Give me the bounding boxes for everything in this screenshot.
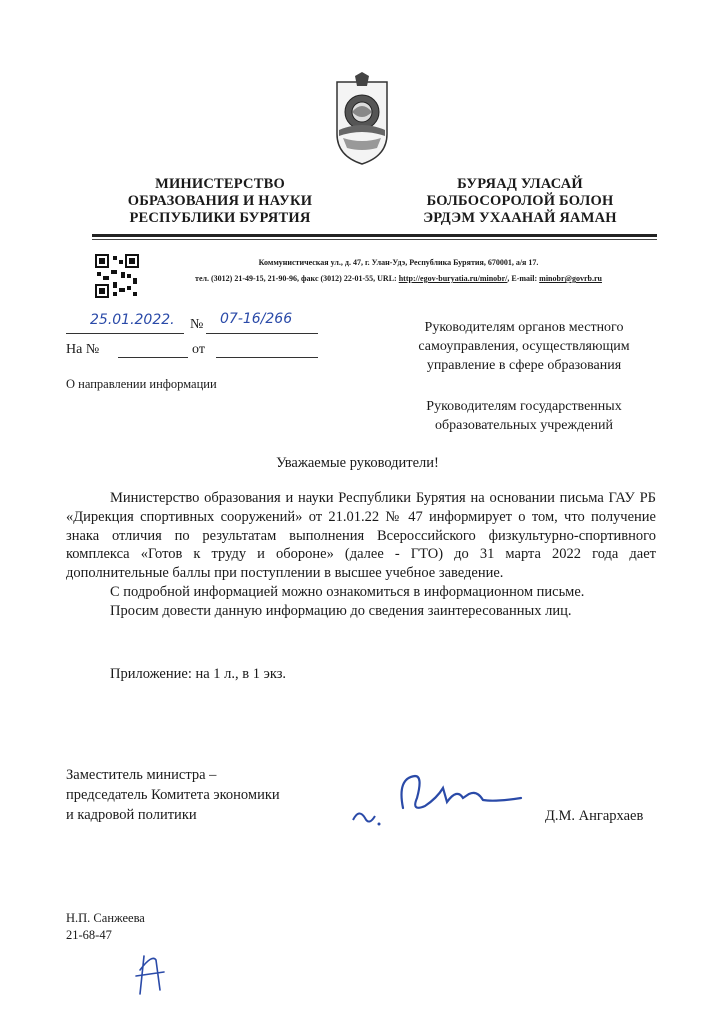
greeting: Уважаемые руководители! — [276, 455, 439, 471]
signatory-title-line: председатель Комитета экономики — [66, 787, 280, 803]
reply-to-number-label: На № — [66, 342, 100, 357]
date-underline — [66, 333, 184, 334]
outgoing-number: 07-16/266 — [220, 311, 293, 327]
addressee-line: Руководителям органов местного — [424, 320, 624, 335]
addressee-block — [383, 318, 665, 375]
reply-to-date-label: от — [192, 342, 205, 357]
contacts-line — [146, 273, 651, 285]
ministry-ru-line: МИНИСТЕРСТВО — [155, 176, 285, 192]
ministry-ru-line: ОБРАЗОВАНИЯ И НАУКИ — [127, 193, 313, 209]
addressee-line: управление в сфере образования — [426, 358, 622, 373]
letter-subject: О направлении информации — [66, 377, 217, 391]
coat-of-arms-emblem — [333, 72, 391, 168]
reply-date-underline — [216, 357, 318, 358]
attachment-note: Приложение: на 1 л., в 1 экз. — [110, 666, 287, 682]
address-line: Коммунистическая ул., д. 47, г. Улан-Удэ, Республика Бурятия, 670001, а/я 17. — [258, 258, 539, 267]
handwritten-signature — [345, 768, 535, 838]
email-prefix: , E-mail: — [507, 274, 540, 283]
ministry-name-buryat — [390, 176, 650, 227]
signatory-title — [66, 765, 280, 825]
reply-number-underline — [118, 357, 188, 358]
ministry-bua-line: ЭРДЭМ УХААНАЙ ЯАМАН — [423, 210, 617, 226]
letter-body — [66, 489, 656, 621]
body-paragraph: Просим довести данную информацию до сведения заинтересованных лиц. — [110, 602, 572, 619]
number-underline — [206, 333, 318, 334]
signatory-title-line: и кадровой политики — [66, 807, 197, 823]
header-divider-thick — [92, 234, 657, 237]
website-link[interactable]: http://egov-buryatia.ru/minobr/ — [398, 274, 508, 283]
outgoing-date: 25.01.2022. — [90, 312, 175, 328]
executor-phone: 21-68-47 — [66, 928, 112, 942]
ministry-bua-line: БУРЯАД УЛАСАЙ — [457, 176, 583, 192]
contact-info — [146, 257, 651, 285]
body-paragraph: С подробной информацией можно ознакомиться в информационном письме. — [110, 583, 585, 600]
signatory-name: Д.М. Ангархаев — [545, 808, 644, 824]
ministry-ru-line: РЕСПУБЛИКИ БУРЯТИЯ — [129, 210, 311, 226]
addressee-line: образовательных учреждений — [435, 418, 613, 433]
ministry-name-russian — [100, 176, 340, 227]
email-link[interactable]: minobr@govrb.ru — [539, 274, 602, 283]
phone-fax: тел. (3012) 21-49-15, 21-90-96, факс (3012) 22-01-55, URL: — [195, 274, 399, 283]
executor-name: Н.П. Санжеева — [66, 911, 145, 925]
addressee-block — [383, 397, 665, 435]
executor-info — [66, 910, 145, 944]
ministry-bua-line: БОЛБОСОРОЛОЙ БОЛОН — [426, 193, 614, 209]
signatory-title-line: Заместитель министра – — [66, 767, 217, 783]
addressee-line: Руководителям государственных — [426, 399, 622, 414]
handwritten-initials — [130, 950, 170, 1000]
body-paragraph: Министерство образования и науки Республики Бурятия на основании письма ГАУ РБ «Дирекция спортивных сооружений» от 21.01.22 № 47 информирует о том, что получение знака отличия по результатам выполнения Всероссийского физкультурно-спортивного комплекса «Готов к труду и обороне» (далее - ГТО) до 31 марта 2022 года дает дополнительные баллы при поступлении в высшее учебное заведение. — [66, 490, 656, 582]
qr-code — [95, 254, 139, 298]
header-divider-thin — [92, 239, 657, 240]
addressee-line: самоуправления, осуществляющим — [418, 339, 630, 354]
number-label: № — [190, 317, 204, 332]
